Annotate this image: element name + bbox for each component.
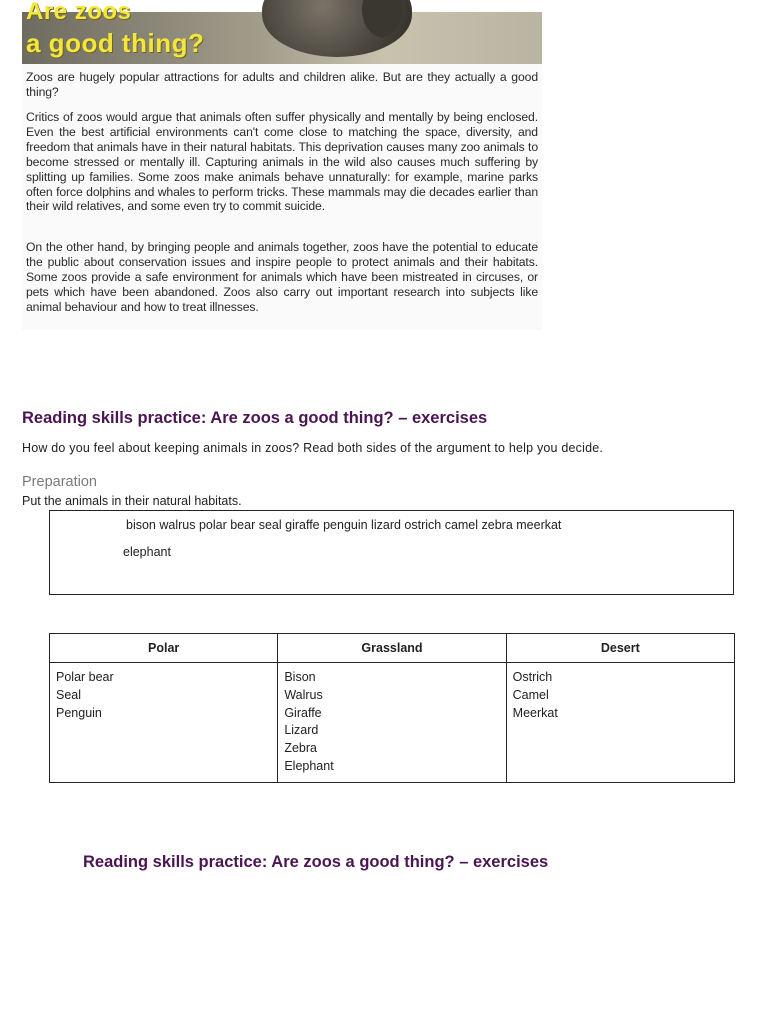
desert-cell: [506, 663, 734, 783]
article-title-line2: a good thing?: [26, 28, 205, 58]
word-box-line-1: bison walrus polar bear seal giraffe penguin lizard ostrich camel zebra meerkat: [126, 518, 562, 532]
article-paragraph-1: Zoos are hugely popular attractions for adults and children alike. But are they actually a good thing?: [26, 70, 538, 99]
list-item: Meerkat: [512, 705, 558, 720]
list-item: Walrus: [284, 687, 323, 702]
polar-cell: [50, 663, 278, 783]
footer-heading: Reading skills practice: Are zoos a good thing? – exercises: [83, 853, 549, 871]
article-title-line1: Are zoos: [26, 0, 132, 25]
header-grassland: Grassland: [278, 634, 506, 663]
preparation-label: Preparation: [22, 474, 97, 490]
word-box-line-2: elephant: [123, 545, 171, 559]
list-item: Lizard: [284, 723, 319, 738]
table-header-row: [50, 634, 735, 663]
exercise-intro: How do you feel about keeping animals in zoos? Read both sides of the argument to help you decide.: [22, 441, 604, 455]
list-item: Zebra: [284, 741, 317, 756]
exercise-heading: Reading skills practice: Are zoos a good thing? – exercises: [22, 409, 488, 427]
preparation-instruction: Put the animals in their natural habitats.: [22, 494, 242, 508]
habitat-table: [49, 633, 735, 783]
list-item: Polar bear: [56, 670, 114, 684]
grassland-cell: [278, 663, 506, 783]
list-item: Bison: [284, 670, 316, 684]
list-item: Elephant: [284, 758, 334, 773]
list-item: Penguin: [56, 705, 102, 720]
list-item: Seal: [56, 687, 82, 702]
list-item: Ostrich: [512, 670, 553, 684]
list-item: Giraffe: [284, 705, 322, 720]
list-item: Camel: [512, 687, 549, 702]
article-scan: [22, 0, 542, 330]
article-paragraph-3: On the other hand, by bringing people and animals together, zoos have the potential to educate the public about conservation issues and inspire people to protect animals and their habitats. Some zoos provide a safe environment for animals which have been mistreated in circuses, or pets which have been abandoned. Zoos also carry out important research into subjects like animal behaviour and how to treat illnesses.: [26, 240, 538, 314]
word-box: [49, 510, 734, 595]
article-paragraph-2: Critics of zoos would argue that animals often suffer physically and mentally by being enclosed. Even the best artificial environments can't come close to matching the space, diversity, and freedom that animals have in their natural habitats. This deprivation causes many zoo animals to become stressed or mentally ill. Capturing animals in the wild also causes much suffering by splitting up families. Some zoos make animals behave unnaturally: for example, marine parks often force dolphins and whales to perform tricks. These mammals may die decades earlier than their wild relatives, and some even try to commit suicide.: [26, 110, 538, 214]
header-polar: Polar: [50, 634, 278, 663]
article-banner: [22, 0, 542, 64]
header-desert: Desert: [506, 634, 734, 663]
table-row: [50, 663, 735, 783]
